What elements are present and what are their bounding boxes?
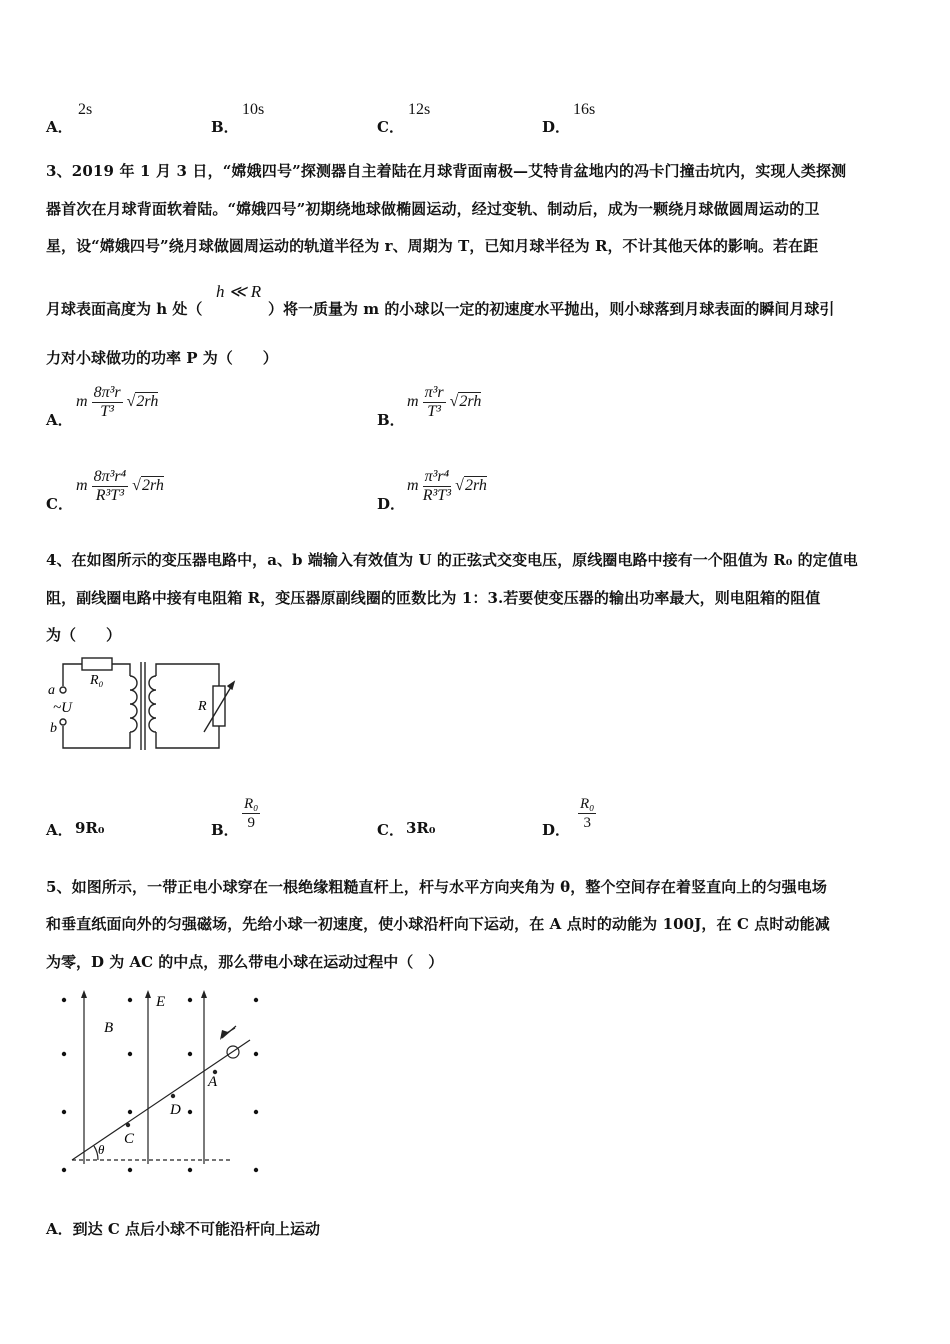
field-e-label: E — [156, 994, 166, 1010]
r0-label: R₀ — [90, 673, 104, 688]
denominator: T³ — [100, 403, 114, 420]
sqrt-term: 2rh — [459, 393, 482, 411]
numerator: π³r⁴ — [424, 468, 450, 485]
numerator: 8π³r⁴ — [93, 468, 127, 485]
point-c-label: C — [124, 1131, 135, 1147]
q3-option-b-formula: m $\frac{\text{π³r}}{\text{T³}}$ √2rh — [407, 384, 482, 420]
denominator: 3 — [583, 815, 591, 831]
denominator: T³ — [427, 403, 441, 420]
numerator: R₀ — [580, 796, 595, 812]
q5-line-3: 为零，D 为 AC 的中点，那么带电小球在运动过程中（ ） — [46, 953, 444, 971]
option-d-value: 16s — [573, 101, 596, 118]
q4-option-a-label: A． — [46, 821, 73, 839]
sqrt-term: 2rh — [464, 477, 487, 495]
numerator: R₀ — [244, 796, 259, 812]
inclined-rod-field-diagram — [50, 988, 276, 1178]
option-a-value: 2s — [78, 101, 93, 118]
q3-option-d-formula: m $\frac{\text{π³r⁴}}{\text{R³T³}}$ √2rh — [407, 468, 487, 504]
q3-option-a-formula: m $\frac{\text{8π³r}}{\text{T³}}$ √2rh — [76, 384, 159, 420]
q3-line-2: 器首次在月球背面软着陆。“嫦娥四号”初期绕地球做椭圆运动，经过变轨、制动后，成为一颗绕月球做圆周运动的卫 — [46, 200, 820, 218]
point-a-label: A — [208, 1074, 218, 1090]
q3-option-c-formula: m $\frac{\text{8π³r⁴}}{\text{R³T³}}$ √2rh — [76, 468, 164, 504]
q3-option-c-label: C． — [46, 495, 73, 513]
option-b-value: 10s — [242, 101, 265, 118]
q5-option-a: A．到达 C 点后小球不可能沿杆向上运动 — [46, 1220, 321, 1238]
mass-symbol: m — [407, 393, 419, 411]
numerator: π³r — [424, 384, 444, 401]
q4-option-c-label: C． — [377, 821, 404, 839]
terminal-b-label: b — [50, 721, 57, 736]
resistor-box-label: R — [198, 699, 207, 714]
mass-symbol: m — [76, 393, 88, 411]
sqrt-term: 2rh — [136, 393, 159, 411]
terminal-a-label: a — [48, 683, 55, 698]
option-a-label: A． — [46, 118, 73, 136]
q3-line-5: 力对小球做功的功率 P 为（ ） — [46, 349, 278, 367]
numerator: 8π³r — [93, 384, 121, 401]
q3-option-b-label: B． — [377, 411, 405, 429]
q3-line-4b: ）将一质量为 m 的小球以一定的初速度水平抛出，则小球落到月球表面的瞬间月球引 — [268, 300, 835, 318]
q3-option-d-label: D． — [377, 495, 406, 513]
sqrt-term: 2rh — [141, 477, 164, 495]
q3-line-3: 星，设“嫦娥四号”绕月球做圆周运动的轨道半径为 r、周期为 T，已知月球半径为 R，不计其他天体的影响。若在距 — [46, 237, 819, 255]
q5-line-1: 5、如图所示，一带正电小球穿在一根绝缘粗糙直杆上，杆与水平方向夹角为 θ，整个空间存在着竖直向上的匀强电场 — [46, 878, 827, 896]
q3-condition: h ≪ R — [216, 282, 262, 301]
q3-line-1: 3、2019 年 1 月 3 日，“嫦娥四号”探测器自主着陆在月球背面南极—艾特肯盆地内的冯卡门撞击坑内，实现人类探测 — [46, 162, 847, 180]
q4-line-2: 阻，副线圈电路中接有电阻箱 R，变压器原副线圈的匝数比为 1：3.若要使变压器的输出功率最大，则电阻箱的阻值 — [46, 589, 821, 607]
q4-line-1: 4、在如图所示的变压器电路中，a、b 端输入有效值为 U 的正弦式交变电压，原线圈电路中接有一个阻值为 R₀ 的定值电 — [46, 551, 858, 569]
q4-line-3: 为（ ） — [46, 626, 122, 644]
option-d-label: D． — [542, 118, 571, 136]
q4-option-b-label: B． — [211, 821, 239, 839]
q3-line-4a: 月球表面高度为 h 处（ — [46, 300, 203, 318]
q4-option-c-value: 3R₀ — [406, 819, 436, 837]
mass-symbol: m — [407, 477, 419, 495]
denominator: R³T³ — [95, 487, 124, 504]
denominator: 9 — [247, 815, 255, 831]
point-d-label: D — [170, 1102, 181, 1118]
mass-symbol: m — [76, 477, 88, 495]
q5-line-2: 和垂直纸面向外的匀强磁场，先给小球一初速度，使小球沿杆向下运动，在 A 点时的动能为 100J，在 C 点时动能减 — [46, 915, 830, 933]
option-c-value: 12s — [408, 101, 431, 118]
q4-option-a-value: 9R₀ — [75, 819, 105, 837]
magnetic-field-dots — [62, 998, 258, 1172]
q3-option-a-label: A． — [46, 411, 73, 429]
option-c-label: C． — [377, 118, 404, 136]
field-b-label: B — [104, 1020, 114, 1036]
q4-option-d-label: D． — [542, 821, 571, 839]
q4-option-b-formula — [242, 795, 260, 832]
denominator: R³T³ — [422, 487, 451, 504]
voltage-label: ~U — [53, 700, 72, 716]
option-b-label: B． — [211, 118, 239, 136]
transformer-circuit-diagram — [44, 652, 250, 756]
q4-option-d-formula — [578, 795, 596, 832]
angle-theta-label: θ — [98, 1142, 105, 1157]
